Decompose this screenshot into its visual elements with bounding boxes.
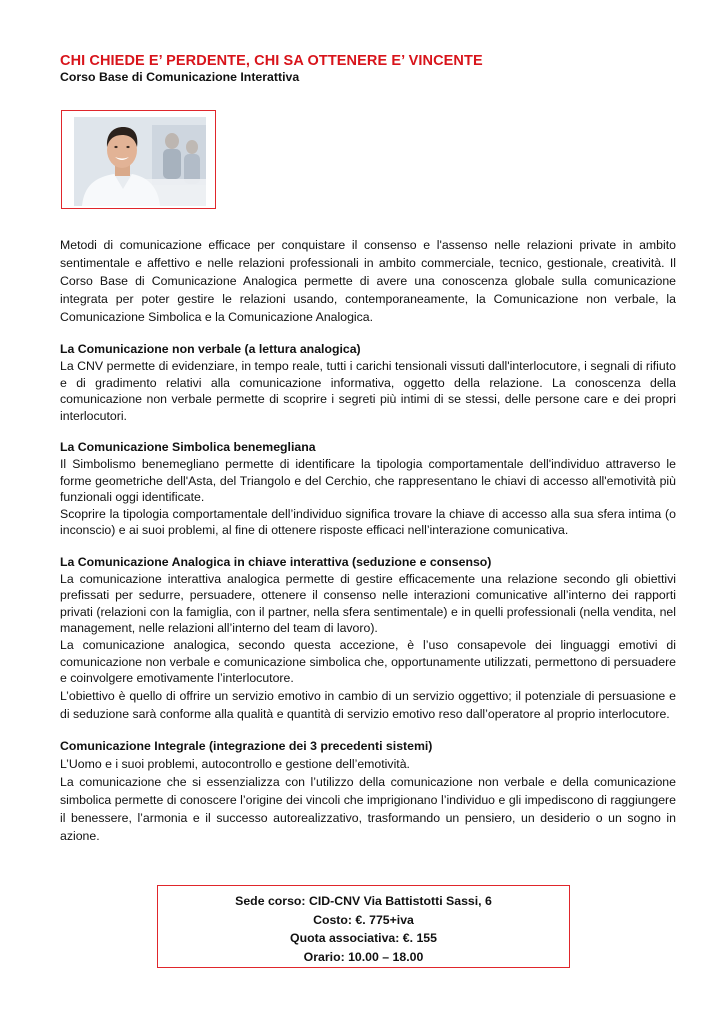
section-simbolica-paragraph-2: Scoprire la tipologia comportamentale dell’individuo significa trovare la chiave di accesso alla sua sfera intima (o inconscio) e ai suoi problemi, al fine di ottenere risposte efficaci nell’interazione comunicativa. xyxy=(60,506,676,538)
course-info-box xyxy=(157,885,570,968)
membership-fee: Quota associativa: €. 155 xyxy=(290,931,437,946)
photo-frame xyxy=(61,110,216,209)
intro-paragraph: Metodi di comunicazione efficace per conquistare il consenso e l'assenso nelle relazioni private in ambito sentimentale e affettivo e nelle relazioni professionali in ambito commerciale, tecnico, gestionale, creatività. Il Corso Base di Comunicazione Analogica permette di avere una conoscenza globale sulla comunicazione integrata per poter gestire le relazioni usando, contemporaneamente, la Comunicazione non verbale, la Comunicazione Simbolica e la Comunicazione Analogica. xyxy=(60,238,676,325)
section-heading-analogica: La Comunicazione Analogica in chiave interattiva (seduzione e consenso) xyxy=(60,555,492,569)
course-schedule: Orario: 10.00 – 18.00 xyxy=(303,949,424,964)
section-heading-integrale: Comunicazione Integrale (integrazione dei 3 precedenti sistemi) xyxy=(60,738,433,753)
section-heading-simbolica: La Comunicazione Simbolica benemegliana xyxy=(60,440,316,455)
section-analogica-paragraph-1: La comunicazione interattiva analogica permette di gestire efficacemente una relazione secondo gli obiettivi prefissati per sedurre, persuadere, ottenere il consenso nelle interazioni comunicative all’interno dei rapporti privati (relazioni con la famiglia, con il partner, nella sfera sentimentale) e in quelli professionali (nella vendita, nel management, nelle relazioni all’interno del team di lavoro). xyxy=(60,571,676,636)
section-cnv-paragraph: La CNV permette di evidenziare, in tempo reale, tutti i carichi tensionali vissuti dall'interlocutore, i segnali di rifiuto e di gradimento relativi alla comunicazione informativa, oggetto della relazione. La conoscenza della comunicazione non verbale permette di scoprire i segreti più intimi di se stessi, delle persone care e dei propri interlocutori. xyxy=(60,359,676,423)
page-title: CHI CHIEDE E’ PERDENTE, CHI SA OTTENERE E’ VINCENTE xyxy=(60,53,483,69)
section-integrale-paragraph-1: L’Uomo e i suoi problemi, autocontrollo e gestione dell’emotività. xyxy=(60,756,410,771)
section-integrale-paragraph-2: La comunicazione che si essenzializza con l’utilizzo della comunicazione non verbale e della comunicazione simbolica permette di conoscere l’origine dei vincoli che imprigionano l’individuo e gli impediscono di raggiungere il benessere, l’armonia e il successo autorealizzativo, trasformando un pensiero, un desiderio o un sogno in azione. xyxy=(60,774,676,843)
section-simbolica-paragraph-1: Il Simbolismo benemegliano permette di identificare la tipologia comportamentale dell'individuo attraverso le forme geometriche dell'Asta, del Triangolo e del Cerchio, che rappresentano le chiavi di accesso all'emotività più funzionali oggi identificate. xyxy=(60,457,676,505)
section-analogica-paragraph-3: L’obiettivo è quello di offrire un servizio emotivo in cambio di un servizio oggettivo; il potenziale di persuasione e di seduzione sarà conforme alla qualità e quantità di servizio emotivo reso dall’operatore al proprio interlocutore. xyxy=(60,688,676,721)
course-location: Sede corso: CID-CNV Via Battistotti Sassi, 6 xyxy=(235,894,492,908)
section-heading-cnv: La Comunicazione non verbale (a lettura analogica) xyxy=(60,342,361,357)
document-body xyxy=(60,236,676,845)
smiling-businessman-photo xyxy=(74,117,206,206)
section-analogica-paragraph-2: La comunicazione analogica, secondo questa accezione, è l’uso consapevole dei linguaggi emotivi di comunicazione non verbale e comunicazione simbolica che, opportunamente utilizzati, permettono di persuadere e coinvolgere emotivamente l’interlocutore. xyxy=(60,637,676,686)
page-subtitle: Corso Base di Comunicazione Interattiva xyxy=(60,70,300,84)
course-cost: Costo: €. 775+iva xyxy=(313,912,414,927)
